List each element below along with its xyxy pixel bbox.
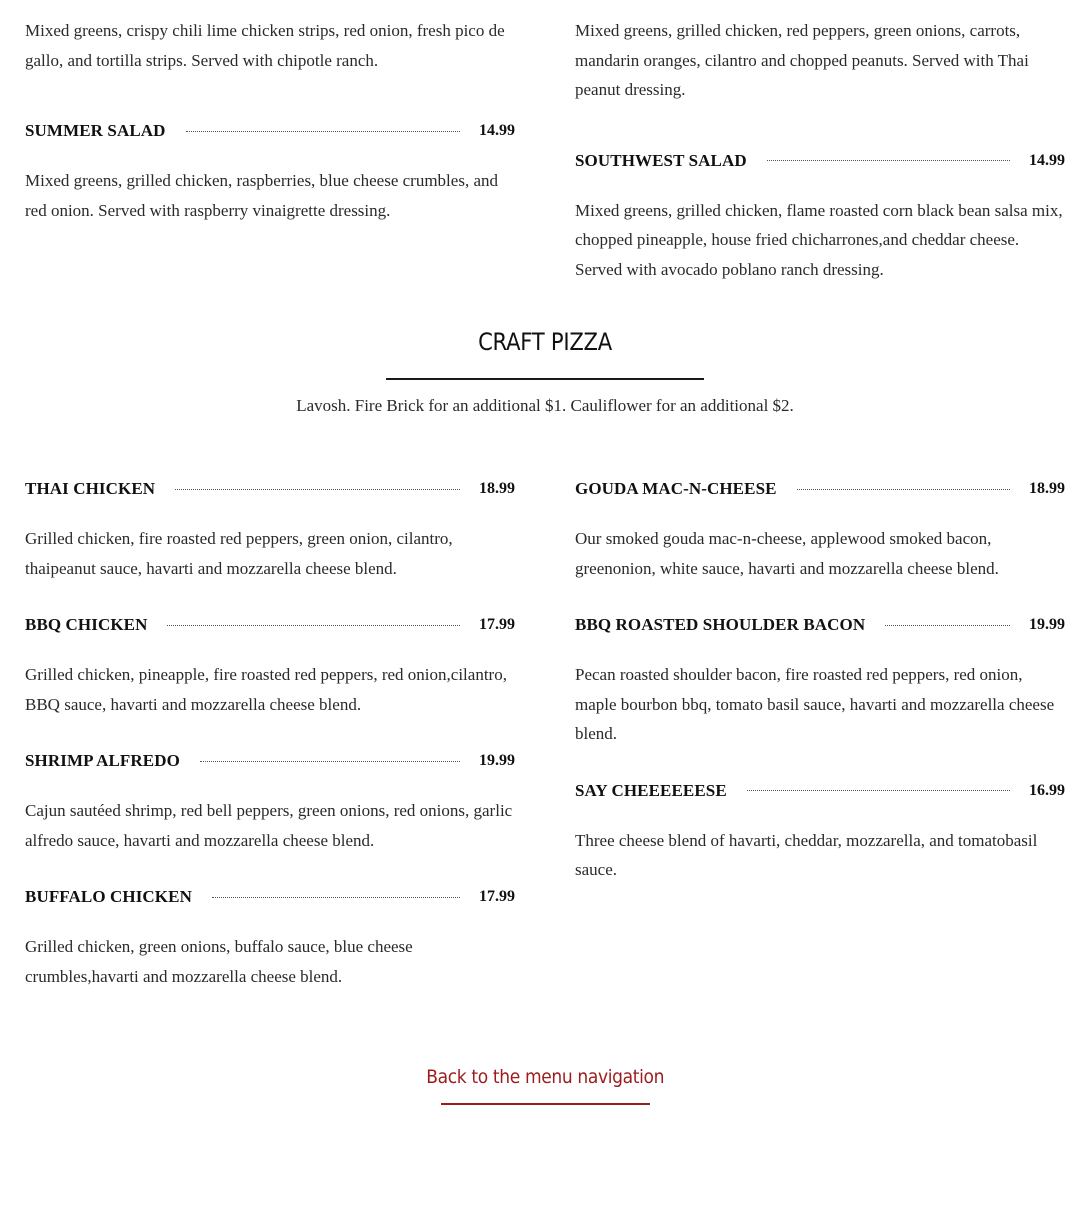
menu-item-name: BBQ CHICKEN [25, 615, 148, 634]
menu-item-description: Pecan roasted shoulder bacon, fire roasted red peppers, red onion, maple bourbon bbq, tomato basil sauce, havarti and mozzarella cheese blend. [575, 665, 1055, 743]
dotted-leader [200, 761, 460, 762]
menu-item [25, 477, 515, 583]
menu-item-price: 17.99 [479, 888, 515, 905]
menu-item-description: Cajun sautéed shrimp, red bell peppers, green onions, red onions, garlic alfredo sauce, havarti and mozzarella cheese blend. [25, 801, 513, 850]
section-title-craft-pizza: CRAFT PIZZA [478, 328, 612, 356]
menu-item-name: GOUDA MAC-N-CHEESE [575, 479, 777, 498]
dotted-leader [797, 489, 1010, 490]
menu-item-description: Three cheese blend of havarti, cheddar, mozzarella, and tomatobasil sauce. [575, 830, 1038, 879]
menu-item-name: BBQ ROASTED SHOULDER BACON [575, 615, 866, 634]
menu-item [25, 885, 515, 991]
menu-item-price: 19.99 [1029, 616, 1065, 633]
dotted-leader [767, 160, 1010, 161]
menu-item-header [25, 749, 515, 773]
section-note: Lavosh. Fire Brick for an additional $1. Cauliflower for an additional $2. [296, 396, 794, 415]
dotted-leader [186, 131, 460, 132]
menu-item-header [575, 477, 1065, 501]
menu-item [575, 477, 1065, 583]
menu-item-description: Grilled chicken, pineapple, fire roasted red peppers, red onion,cilantro, BBQ sauce, havarti and mozzarella cheese blend. [25, 665, 507, 714]
menu-item-header [25, 477, 515, 501]
back-to-menu-navigation-link[interactable] [0, 1066, 1090, 1088]
dotted-leader [167, 625, 460, 626]
menu-item-header [25, 613, 515, 637]
menu-item-name: SUMMER SALAD [25, 121, 166, 140]
menu-item-header [575, 779, 1065, 803]
menu-item-name: SHRIMP ALFREDO [25, 751, 180, 770]
section-divider [386, 378, 704, 380]
menu-item-description: Mixed greens, grilled chicken, raspberries, blue cheese crumbles, and red onion. Served with raspberry vinaigrette dressing. [25, 171, 498, 220]
salad-column-left [25, 16, 515, 255]
menu-item-description: Grilled chicken, green onions, buffalo sauce, blue cheese crumbles,havarti and mozzarella cheese blend. [25, 937, 413, 986]
menu-item-description: Mixed greens, crispy chili lime chicken strips, red onion, fresh pico de gallo, and tortilla strips. Served with chipotle ranch. [25, 21, 505, 70]
menu-item-name: BUFFALO CHICKEN [25, 887, 192, 906]
menu-item-name: THAI CHICKEN [25, 479, 156, 498]
menu-item-header [575, 149, 1065, 173]
menu-item-description: Our smoked gouda mac-n-cheese, applewood smoked bacon, greenonion, white sauce, havarti and mozzarella cheese blend. [575, 529, 999, 578]
menu-item-price: 18.99 [479, 480, 515, 497]
dotted-leader [747, 790, 1010, 791]
menu-item [25, 119, 515, 225]
salad-column-right [575, 16, 1065, 314]
dotted-leader [885, 625, 1010, 626]
back-link-label: Back to the menu navigation [426, 1066, 664, 1088]
menu-item-description: Mixed greens, grilled chicken, flame roasted corn black bean salsa mix, chopped pineapple, house fried chicharrones,and cheddar cheese. Served with avocado poblano ranch dressing. [575, 200, 1063, 279]
menu-item [575, 779, 1065, 885]
menu-item [575, 16, 1065, 105]
menu-item [575, 149, 1065, 285]
pizza-column-right [575, 477, 1065, 915]
menu-item [25, 16, 515, 75]
menu-item [25, 749, 515, 855]
pizza-column-left [25, 477, 515, 1021]
menu-item-price: 14.99 [479, 122, 515, 139]
menu-item [25, 613, 515, 719]
menu-item-price: 16.99 [1029, 781, 1065, 799]
back-link-underline [441, 1103, 650, 1105]
menu-item-header [575, 613, 1065, 637]
menu-item-description: Grilled chicken, fire roasted red peppers, green onion, cilantro, thaipeanut sauce, havarti and mozzarella cheese blend. [25, 529, 453, 578]
menu-item [575, 613, 1065, 749]
dotted-leader [175, 489, 460, 490]
menu-item-name: SOUTHWEST SALAD [575, 150, 747, 170]
menu-item-price: 18.99 [1029, 480, 1065, 497]
menu-item-price: 19.99 [479, 752, 515, 769]
menu-item-header [25, 119, 515, 143]
dotted-leader [212, 897, 460, 898]
menu-item-header [25, 885, 515, 909]
menu-item-price: 17.99 [479, 616, 515, 633]
menu-item-description: Mixed greens, grilled chicken, red peppers, green onions, carrots, mandarin oranges, cilantro and chopped peanuts. Served with Thai peanut dressing. [575, 21, 1029, 99]
menu-item-price: 14.99 [1029, 151, 1065, 169]
menu-item-name: SAY CHEEEEEESE [575, 780, 727, 800]
